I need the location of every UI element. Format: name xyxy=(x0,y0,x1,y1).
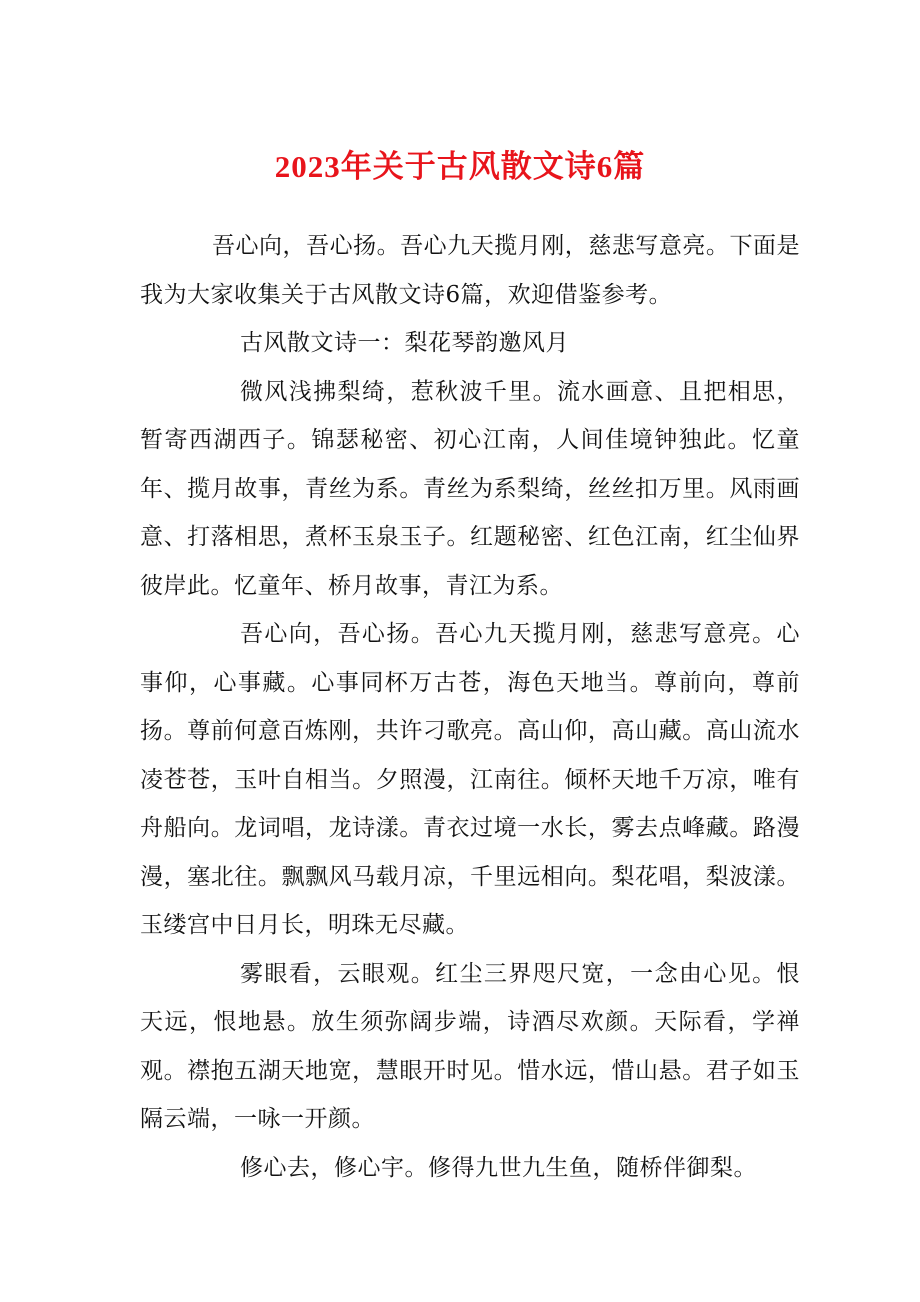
paragraph: 修心去，修心宇。修得九世九生鱼，随桥伴御梨。 xyxy=(240,1154,757,1181)
document-body xyxy=(140,222,800,1192)
paragraph: 雾眼看，云眼观。红尘三界咫尺宽，一念由心见。恨天远，恨地悬。放生须弥阔步端，诗酒尽欢颜。天际看，学禅观。襟抱五湖天地宽，慧眼开时见。惜水远，惜山悬。君子如玉隔云端，一咏一开颜。 xyxy=(140,960,800,1132)
poem-heading: 古风散文诗一：梨花琴韵邀风月 xyxy=(240,330,569,356)
paragraph: 微风浅拂梨绮，惹秋波千里。流水画意、且把相思，暂寄西湖西子。锦瑟秘密、初心江南，人间佳境钟独此。忆童年、揽月故事，青丝为系。青丝为系梨绮，丝丝扣万里。风雨画意、打落相思，煮杯玉泉玉子。红题秘密、红色江南，红尘仙界彼岸此。忆童年、桥月故事，青江为系。 xyxy=(140,378,800,599)
paragraph: 吾心向，吾心扬。吾心九天揽月刚，慈悲写意亮。心事仰，心事藏。心事同杯万古苍，海色天地当。尊前向，尊前扬。尊前何意百炼刚，共许刁歌亮。高山仰，高山藏。高山流水凌苍苍，玉叶自相当。夕照漫，江南往。倾杯天地千万凉，唯有舟船向。龙词唱，龙诗漾。青衣过境一水长，雾去点峰藏。路漫漫，塞北往。飘飘风马载月凉，千里远相向。梨花唱，梨波漾。玉缕宫中日月长，明珠无尽藏。 xyxy=(140,621,800,938)
document-title: 2023年关于古风散文诗6篇 xyxy=(274,149,646,184)
paragraph-intro: 吾心向，吾心扬。吾心九天揽月刚，慈悲写意亮。下面是我为大家收集关于古风散文诗6篇，欢迎借鉴参考。 xyxy=(140,233,800,308)
